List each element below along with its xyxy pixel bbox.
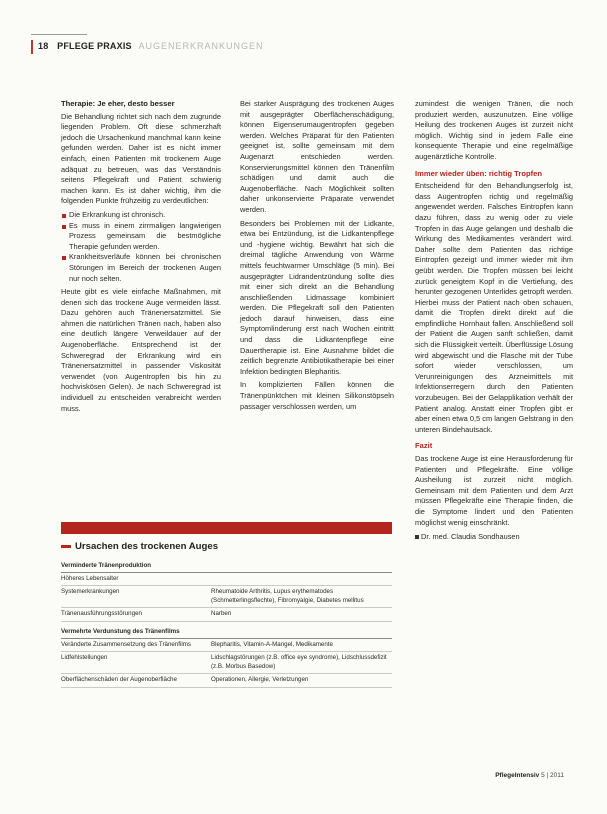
- therapy-heading: Therapie: Je eher, desto besser: [61, 99, 175, 108]
- table-cell: Höheres Lebensalter: [61, 574, 119, 582]
- drops-heading: Immer wieder üben: richtig Tropfen: [415, 168, 543, 178]
- table-cell: Systemerkrankungen: [61, 588, 120, 596]
- header-accent-bar: [31, 40, 33, 54]
- page-header: [31, 40, 581, 56]
- title-dash: [61, 545, 71, 548]
- page-footer: [495, 772, 564, 779]
- box-title-text: Ursachen des trockenen Auges: [75, 541, 219, 552]
- box-accent-bar: [61, 522, 392, 534]
- table-cell: Oberflächenschäden der Augenoberfläche: [61, 676, 177, 684]
- table-cell: Operationen, Allergie, Verletzungen: [211, 676, 309, 684]
- issue-number: 5 | 2011: [541, 772, 564, 779]
- table-cell: [211, 575, 392, 584]
- table-cell: Rheumatoide Arthritis, Lupus erythematodes (Schmetterlingsflechte), Fibromyalgie, Diabetes mellitus: [211, 588, 364, 604]
- table-row: [61, 573, 392, 587]
- col1-paragraph-1: Die Behandlung richtet sich nach dem zugrunde liegenden Problem. Oft diese schmerzhaft jedoch die Ursachenkund manchmal kann keine gefunden werden. Daher ist es nicht immer einfach, einen Patienten mit trockenem Auge adäquat zu betreuen, was das Verständnis seitens Pflegekraft und Patient schwierig machen kann. Es ist daher wichtig, ihm die folgenden Punkte frühzeitig zu verdeutlichen:: [61, 111, 221, 206]
- col2-paragraph-2: Besonders bei Problemen mit der Lidkante, etwa bei Entzündung, ist die Lidkantenpflege und -hygiene wichtig. Bewährt hat sich die dreimal tägliche Anwendung von Wärme mittels feuchtwarmer Umschläge (5 min). Bei ausgeprägter Lidrandentzündung sollte dies mit einer sich direkt an die Behandlung anschließenden Lidmassage kombiniert werden. Die Pflegekraft soll den Patienten jedoch darauf hinweisen, dass eine Symptomlinderung erst nach Wochen eintritt und dass die Lidkantenpflege eine Dauertherapie ist. Eine Ausnahme bildet die zeitlich begrenzte Antibiotikatherapie bei einer Infektion bedingten Blepharitis.: [240, 218, 394, 376]
- column-2: [240, 99, 394, 415]
- header-text: [38, 41, 263, 51]
- causes-table: [61, 561, 392, 688]
- table-cell: Tränenausführungsstörungen: [61, 610, 142, 618]
- table-cell: Lidfehlstellungen: [61, 654, 108, 662]
- causes-box: [61, 522, 392, 688]
- col2-paragraph-3: In komplizierten Fällen können die Tränenpünktchen mit kleinen Silikonstöpseln passager verschlossen werden, um: [240, 380, 394, 411]
- section-title: PFLEGE PRAXIS: [57, 41, 132, 51]
- col3-paragraph-2: Entscheidend für den Behandlungserfolg ist, dass Augentropfen richtig und regelmäßig angewendet werden. Falsches Eintropfen kann dazu führen, dass zu wenig oder zu viele Tropfen in das Auge gelangen und deshalb die Wirkung des Medikamentes verändert wird. Daher sollte dem Patienten das richtige Eintropfen gezeigt und immer wieder mit ihm geübt werden. Die Tropfen müssen bei leicht zurück geneigtem Kopf in die Vertiefung, des herunter gezogenen Unterlides getropft werden. Hierbei muss der Patient nach oben schauen, damit die Tropfen direkt direkt auf die empfindliche Hornhaut fallen. Anschließend soll der Patient die Augen sanft schließen, damit sich die Flüssigkeit verteilt. Überflüssige Lösung wird abgewischt und die Flasche mit der Tube sofort wieder verschlossen, um Verunreinigungen des Arzneimittels mit Infektionserregern durch den Patienten vorzubeugen. Bei der Gelapplikation verhält der Patient analog. Anstatt einer Tropfen gibt er aber einen etwa 0,5 cm langen Gelstrang in den unteren Bindehautsack.: [415, 181, 573, 434]
- table-section-heading: Verminderte Tränenproduktion: [61, 561, 392, 573]
- bullet-item: Die Erkrankung ist chronisch.: [61, 210, 221, 221]
- page-number: 18: [38, 41, 49, 51]
- fazit-paragraph: Das trockene Auge ist eine Herausforderung für Patienten und Pflegekräfte. Eine völlige Ausheilung ist zurzeit nicht möglich. Gemeinsam mit dem Patienten und dem Arzt müssen Pflegekräfte eine Therapie finden, die die Symptome lindert und den Patienten möglichst wenig einschränkt.: [415, 454, 573, 527]
- table-row: [61, 608, 392, 622]
- column-3: [415, 99, 573, 543]
- journal-name: PflegeIntensiv: [495, 772, 540, 779]
- column-1: [61, 99, 221, 417]
- table-row: [61, 586, 392, 608]
- col2-paragraph-1: Bei starker Ausprägung des trockenen Auges mit ausgeprägter Oberflächenschädigung, können Eigenserumaugentropfen gegeben werden. Welches Präparat für den Patienten geeignet ist, sollte gemeinsam mit dem Augenarzt entschieden werden. Konservierungsmittel können den Tränenfilm schädigen und damit auch die Augenoberfläche. Nach Möglichkeit sollten daher unkonservierte Präparate verwendet werden.: [240, 99, 394, 214]
- col1-paragraph-2: Heute gibt es viele einfache Maßnahmen, mit denen sich das trockene Auge vermeiden lässt. Dazu gehören auch Tränenersatzmittel. Sie ahmen die natürlichen Tränen nach, haben also eine deutlich längere Verweildauer auf der Augenoberfläche. Entsprechend ist der Schweregrad der Erkrankung wird ein Tränenersatzmittel in passender Viskosität verwendet (von Augentropfen bis hin zu hochviskösen Gelen). Je nach Schweregrad ist individuell zu entscheiden verabreicht werden muss.: [61, 287, 221, 413]
- table-section-heading: Vermehrte Verdunstung des Tränenfilms: [61, 627, 392, 639]
- table-cell: Narben: [211, 610, 232, 618]
- table-row: [61, 652, 392, 674]
- fazit-heading: Fazit: [415, 441, 433, 451]
- box-title: [61, 541, 392, 552]
- table-row: [61, 639, 392, 653]
- table-cell: Veränderte Zusammensetzung des Tränenfilms: [61, 640, 192, 648]
- author-signature: Dr. med. Claudia Sondhausen: [415, 532, 573, 543]
- header-rule: [31, 34, 87, 35]
- bullet-item: Es muss in einem zirrmaligen langwierigen Prozess gemeinsam die bestmögliche Therapie gefunden werden.: [61, 221, 221, 253]
- col3-paragraph-1: zumindest die wenigen Tränen, die noch produziert werden, auszunutzen. Eine völlige Heilung des trockenen Auges ist zurzeit nicht möglich. Wichtig sind in jedem Falle eine konsequente Therapie und eine regelmäßige augenärztliche Kontrolle.: [415, 99, 573, 161]
- bullet-list: [61, 210, 221, 284]
- table-row: [61, 674, 392, 688]
- table-cell: Blepharitis, Vitamin-A-Mangel, Medikamente: [211, 640, 333, 648]
- subsection-title: AUGENERKRANKUNGEN: [138, 41, 264, 51]
- table-cell: Lidschlagstörungen (z.B. office eye syndrome), Lidschlussdefizit (z.B. Morbus Basedow): [211, 654, 387, 670]
- bullet-item: Krankheitsverläufe können bei chronischen Störungen im Bereich der trockenen Augen nur noch selten.: [61, 252, 221, 284]
